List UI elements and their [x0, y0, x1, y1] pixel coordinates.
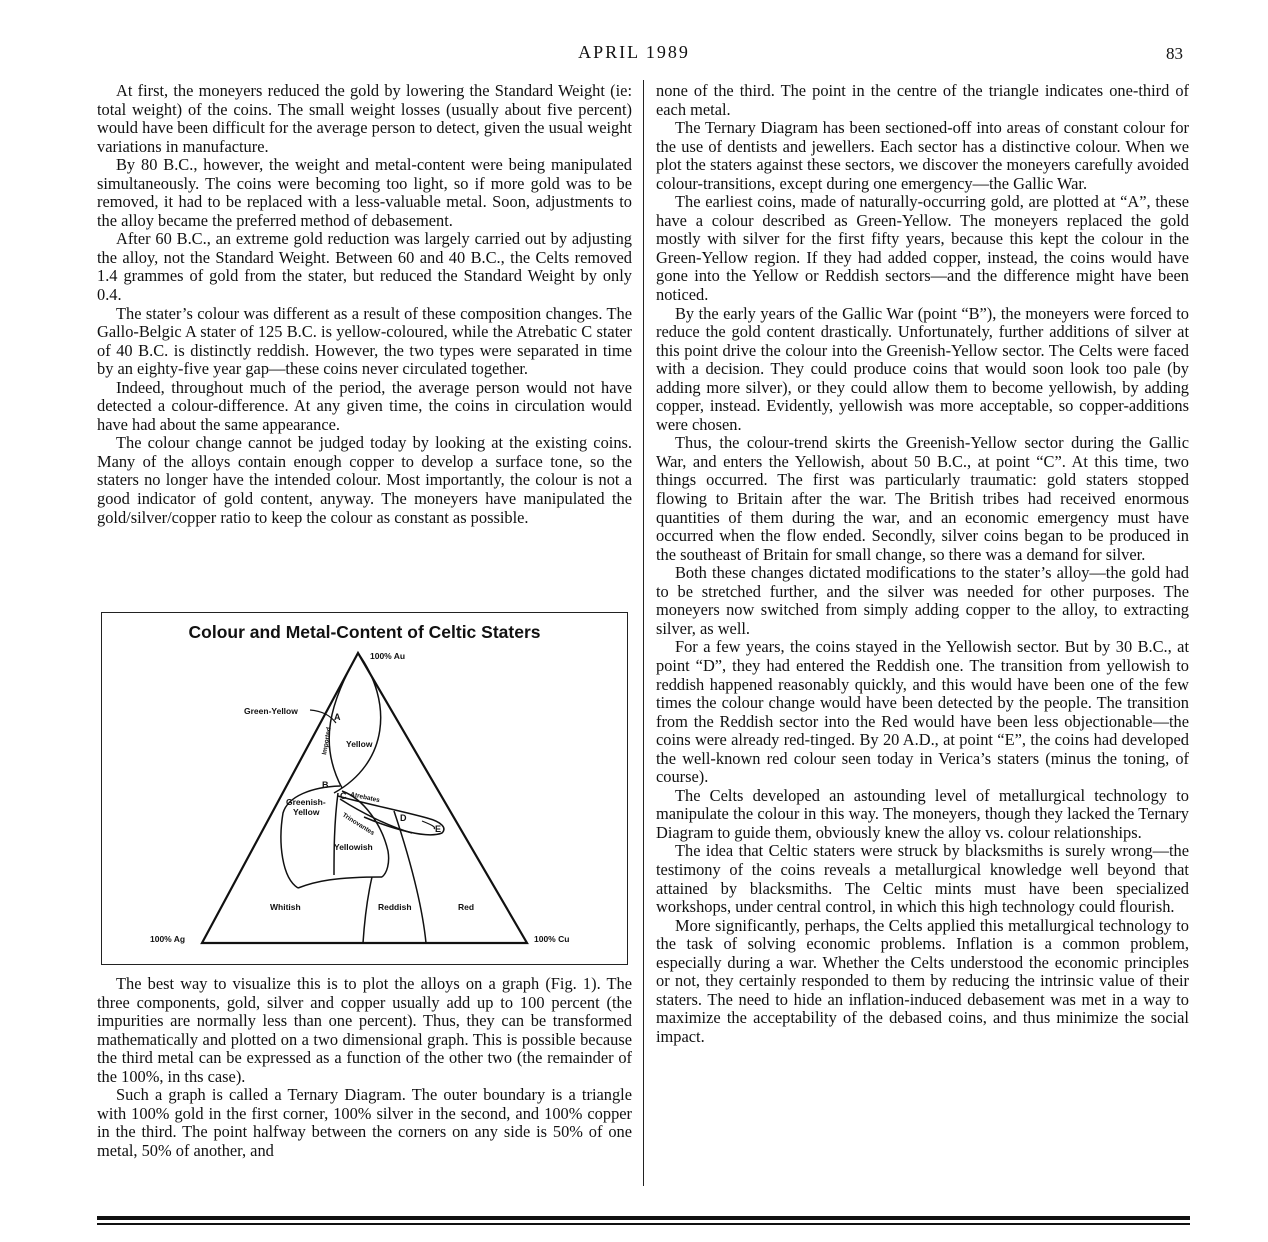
page-header	[0, 42, 1268, 66]
corner-label-cu: 100% Cu	[534, 934, 570, 944]
bottom-rule-thick	[97, 1216, 1190, 1220]
point-label-c: C	[340, 791, 347, 801]
trend-atrebates	[338, 796, 444, 838]
point-label-b: B	[322, 780, 329, 790]
sector-label-green-yellow: Green-Yellow	[244, 706, 298, 716]
d-e-pointer	[422, 821, 435, 829]
sector-label-whitish: Whitish	[270, 902, 301, 912]
paragraph: By the early years of the Gallic War (point “B”), the moneyers were forced to reduce the gold content drastically. Unfortunately, further additions of silver at this point drive the colour into the Greenish-Yellow sector. The Celts were faced with a decision. They could produce coins that would soon look too pale (by adding more silver), or they could allow them to become yellowish, by adding copper, instead. Evidently, yellowish was more acceptable, so copper-additions were chosen.	[656, 303, 1189, 434]
paragraph: none of the third. The point in the centre of the triangle indicates one-third of each metal.	[656, 81, 1189, 119]
paragraph: For a few years, the coins stayed in the Yellowish sector. But by 30 B.C., at point “D”, they had entered the Reddish one. The transition from yellowish to reddish happened reasonably quickly, and this would have been one of the few times the colour change would have been detected by the people. The transition from the Reddish sector into the Red would have been less objectionable—the coins were already red-tinged. By 20 A.D., at point “E”, the coins had developed the well-known red colour seen today in Verica’s staters (minus the toning, of course).	[656, 637, 1189, 787]
right-column	[656, 82, 1189, 1046]
paragraph: Indeed, throughout much of the period, the average person would not have detected a colour-difference. At any given time, the coins in circulation would have had about the same appearance.	[97, 377, 632, 434]
paragraph: More significantly, perhaps, the Celts applied this metallurgical technology to the task of solving economic problems. Inflation is a common problem, especially during a war. Whether the Celts understood the economic principles or not, they certainly responded to them by reducing the intrinsic value of their staters. The need to hide an inflation-induced debasement was met in a way to maximize the acceptability of the debased coins, and thus minimize the social impact.	[656, 915, 1189, 1046]
ternary-diagram	[102, 613, 627, 964]
sector-label-yellow: Yellow	[346, 739, 373, 749]
trend-label-atrebates: Atrebates	[349, 791, 381, 805]
paragraph: The Ternary Diagram has been sectioned-off into areas of constant colour for the use of dentists and jewellers. Each sector has a distinctive colour. When we plot the staters against these sectors, we discover the moneyers carefully avoided colour-transitions, except during one emergency—the Gallic War.	[656, 118, 1189, 193]
whitish-reddish-boundary	[363, 877, 372, 943]
ternary-diagram-figure	[101, 612, 628, 965]
page-number: 83	[1166, 44, 1183, 63]
left-column-lower	[97, 975, 632, 1160]
paragraph: The best way to visualize this is to plot the alloys on a graph (Fig. 1). The three components, gold, silver and copper usually add up to 100 percent (the impurities are normally less than one percent). Thus, they can be transformed mathematically and plotted on a two dimensional graph. This is possible because the third metal can be expressed as a function of the other two (the remainder of the 100%, in ths case).	[97, 974, 632, 1086]
column-divider	[643, 80, 644, 1186]
reddish-red-boundary	[394, 811, 426, 943]
trend-label-imported: Imported	[321, 726, 333, 756]
point-label-a: A	[334, 712, 341, 722]
paragraph: After 60 B.C., an extreme gold reduction was largely carried out by adjusting the alloy, not the Standard Weight. Between 60 and 40 B.C., the Celts removed 1.4 grammes of gold from the stater, but reduced the Standard Weight by only 0.4.	[97, 229, 632, 305]
paragraph: The earliest coins, made of naturally-occurring gold, are plotted at “A”, these have a colour described as Green-Yellow. The moneyers replaced the gold mostly with silver for the first fifty years, because this kept the colour in the Green-Yellow region. If they had added copper, instead, the coins would have gone into the Yellow or Reddish sectors—and the difference might have been noticed.	[656, 192, 1189, 305]
bottom-rule-thin	[97, 1223, 1190, 1225]
corner-label-ag: 100% Ag	[150, 934, 186, 944]
sector-label-greenish-2: Yellow	[293, 807, 320, 817]
yellowish-left-boundary	[334, 793, 338, 875]
corner-label-au: 100% Au	[370, 651, 406, 661]
paragraph: Thus, the colour-trend skirts the Greenish-Yellow sector during the Gallic War, and enters the Yellowish, about 50 B.C., at point “C”. At this time, two things occurred. The first was particularly traumatic: gold staters stopped flowing to Britain after the war. The British tribes had received enormous quantities of them during the war, and an economic emergency must have occurred when the flow ended. Secondly, silver coins began to be produced in the southeast of Britain for small change, so there was a demand for silver.	[656, 433, 1189, 564]
paragraph: The stater’s colour was different as a result of these composition changes. The Gallo-Belgic A stater of 125 B.C. is yellow-coloured, while the Atrebatic C stater of 40 B.C. is distinctly reddish. However, the two types were separated in time by an eighty-five year gap—these coins never circulated together.	[97, 303, 632, 379]
paragraph: Both these changes dictated modifications to the stater’s alloy—the gold had to be stretched further, and the silver was needed for other purposes. The moneyers now switched from simply adding copper to the alloy, to extracting silver, as well.	[656, 563, 1189, 638]
figure-title: Colour and Metal-Content of Celtic Staters	[188, 622, 541, 642]
sector-label-reddish: Reddish	[378, 902, 412, 912]
point-label-e: E	[435, 824, 442, 834]
paragraph: By 80 B.C., however, the weight and metal-content were being manipulated simultaneously. The coins were becoming too light, so if more gold was to be removed, it had to be replaced with a less-valuable metal. Soon, adjustments to the alloy became the preferred method of debasement.	[97, 155, 632, 230]
sector-label-greenish-1: Greenish-	[286, 797, 326, 807]
trend-label-trinovantes: Trinovantes	[340, 811, 376, 838]
paragraph: At first, the moneyers reduced the gold by lowering the Standard Weight (ie: total weight) of the coins. The small weight losses (usually about five percent) would have been difficult for the average person to detect, given the usual weight variations in manufacture.	[97, 81, 632, 156]
paragraph: The colour change cannot be judged today by looking at the existing coins. Many of the alloys contain enough copper to develop a surface tone, so the staters no longer have the intended colour. Most importantly, the colour is not a good indicator of gold content, anyway. The moneyers have manipulated the gold/silver/copper ratio to keep the colour as constant as possible.	[97, 433, 632, 527]
paragraph: The idea that Celtic staters were struck by blacksmiths is surely wrong—the testimony of the coins reveals a metallurgical knowledge well beyond that attained by blacksmiths. The Celtic mints must have been specialized workshops, under central control, in which this high technology could flourish.	[656, 841, 1189, 917]
sector-label-red: Red	[458, 902, 475, 912]
running-header-date: APRIL 1989	[578, 42, 690, 62]
yellow-boundary	[334, 653, 381, 793]
sector-label-yellowish: Yellowish	[334, 842, 373, 852]
paragraph: Such a graph is called a Ternary Diagram. The outer boundary is a triangle with 100% gold in the first corner, 100% silver in the second, and 100% copper in the third. The point halfway between the corners on any side is 50% of one metal, 50% of another, and	[97, 1085, 632, 1160]
point-label-d: D	[400, 813, 407, 823]
paragraph: The Celts developed an astounding level of metallurgical technology to manipulate the colour in this way. The moneyers, though they lacked the Ternary Diagram to guide them, obviously knew the alloy vs. colour relationships.	[656, 785, 1189, 842]
